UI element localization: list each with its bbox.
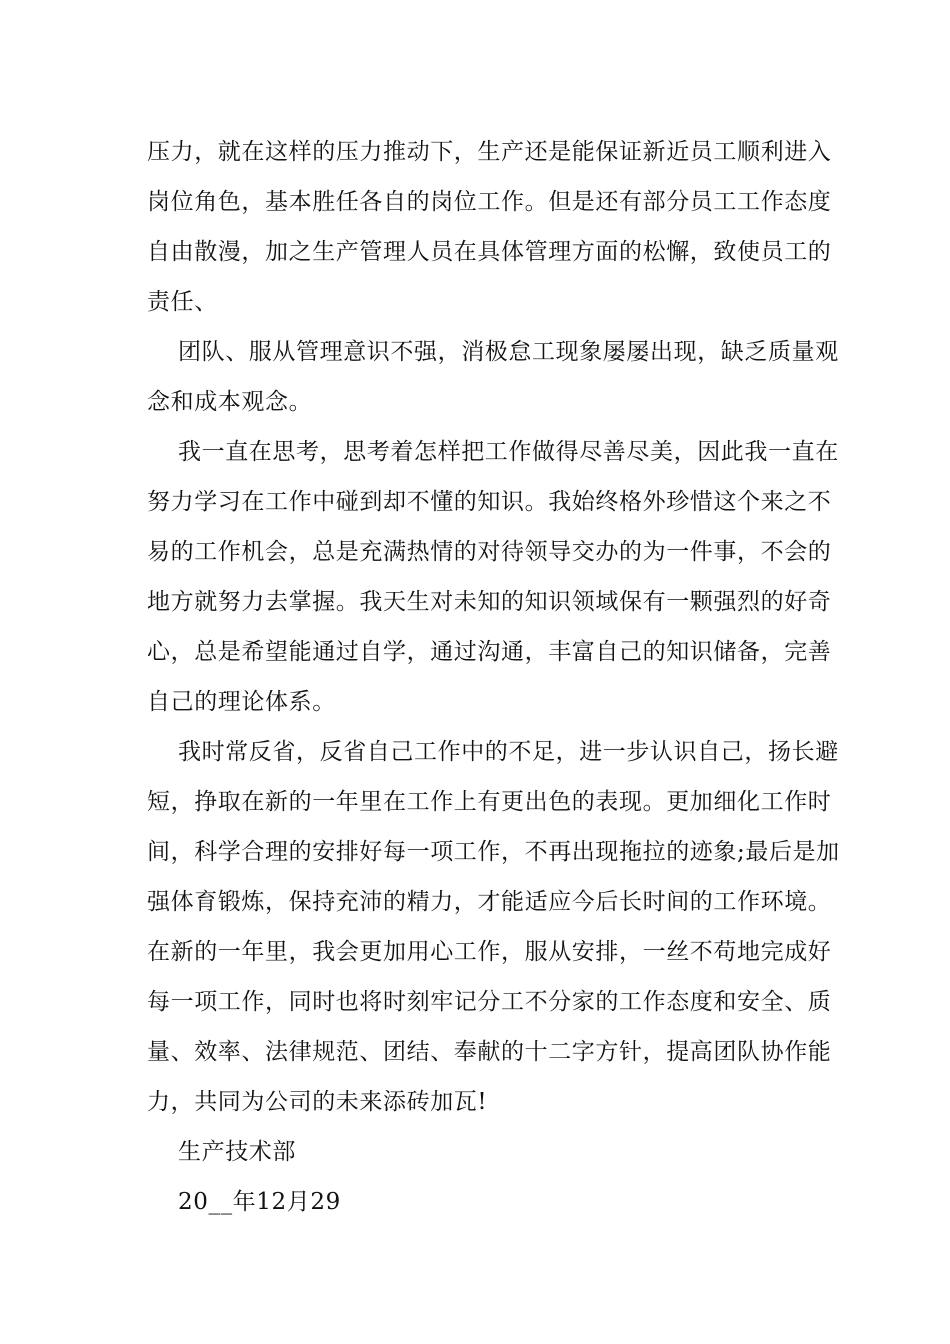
- body-line-16: 强体育锻炼，保持充沛的精力，才能适应今后长时间的工作环境。: [147, 889, 832, 915]
- body-line-8: 努力学习在工作中碰到却不懂的知识。我始终格外珍惜这个来之不: [147, 489, 832, 515]
- body-line-7: 我一直在思考，思考着怎样把工作做得尽善尽美，因此我一直在: [178, 439, 839, 465]
- body-line-13: 我时常反省，反省自己工作中的不足，进一步认识自己，扬长避: [178, 739, 839, 765]
- signature-department: 生产技术部: [178, 1139, 296, 1165]
- body-line-20: 力，共同为公司的未来添砖加瓦!: [147, 1089, 488, 1115]
- body-line-14: 短，挣取在新的一年里在工作上有更出色的表现。更加细化工作时: [147, 789, 832, 815]
- body-line-12: 自己的理论体系。: [147, 689, 336, 715]
- body-line-18: 每一项工作，同时也将时刻牢记分工不分家的工作态度和安全、质: [147, 989, 832, 1015]
- body-line-3: 自由散漫，加之生产管理人员在具体管理方面的松懈，致使员工的: [147, 239, 832, 265]
- body-line-6: 念和成本观念。: [147, 389, 313, 415]
- body-line-2: 岗位角色，基本胜任各自的岗位工作。但是还有部分员工工作态度: [147, 189, 832, 215]
- body-line-9: 易的工作机会，总是充满热情的对待领导交办的为一件事，不会的: [147, 539, 832, 565]
- body-line-15: 间，科学合理的安排好每一项工作，不再出现拖拉的迹象;最后是加: [147, 839, 840, 865]
- body-line-10: 地方就努力去掌握。我天生对未知的知识领域保有一颗强烈的好奇: [147, 589, 832, 615]
- body-line-11: 心，总是希望能通过自学，通过沟通，丰富自己的知识储备，完善: [147, 639, 832, 665]
- body-line-1: 压力，就在这样的压力推动下，生产还是能保证新近员工顺利进入: [147, 139, 832, 165]
- body-line-4: 责任、: [147, 289, 218, 315]
- body-line-5: 团队、服从管理意识不强，消极怠工现象屡屡出现，缺乏质量观: [178, 339, 839, 365]
- signature-date: 20__年12月29: [178, 1189, 341, 1215]
- body-line-17: 在新的一年里，我会更加用心工作，服从安排，一丝不苟地完成好: [147, 939, 832, 965]
- body-line-19: 量、效率、法律规范、团结、奉献的十二字方针，提高团队协作能: [147, 1039, 832, 1065]
